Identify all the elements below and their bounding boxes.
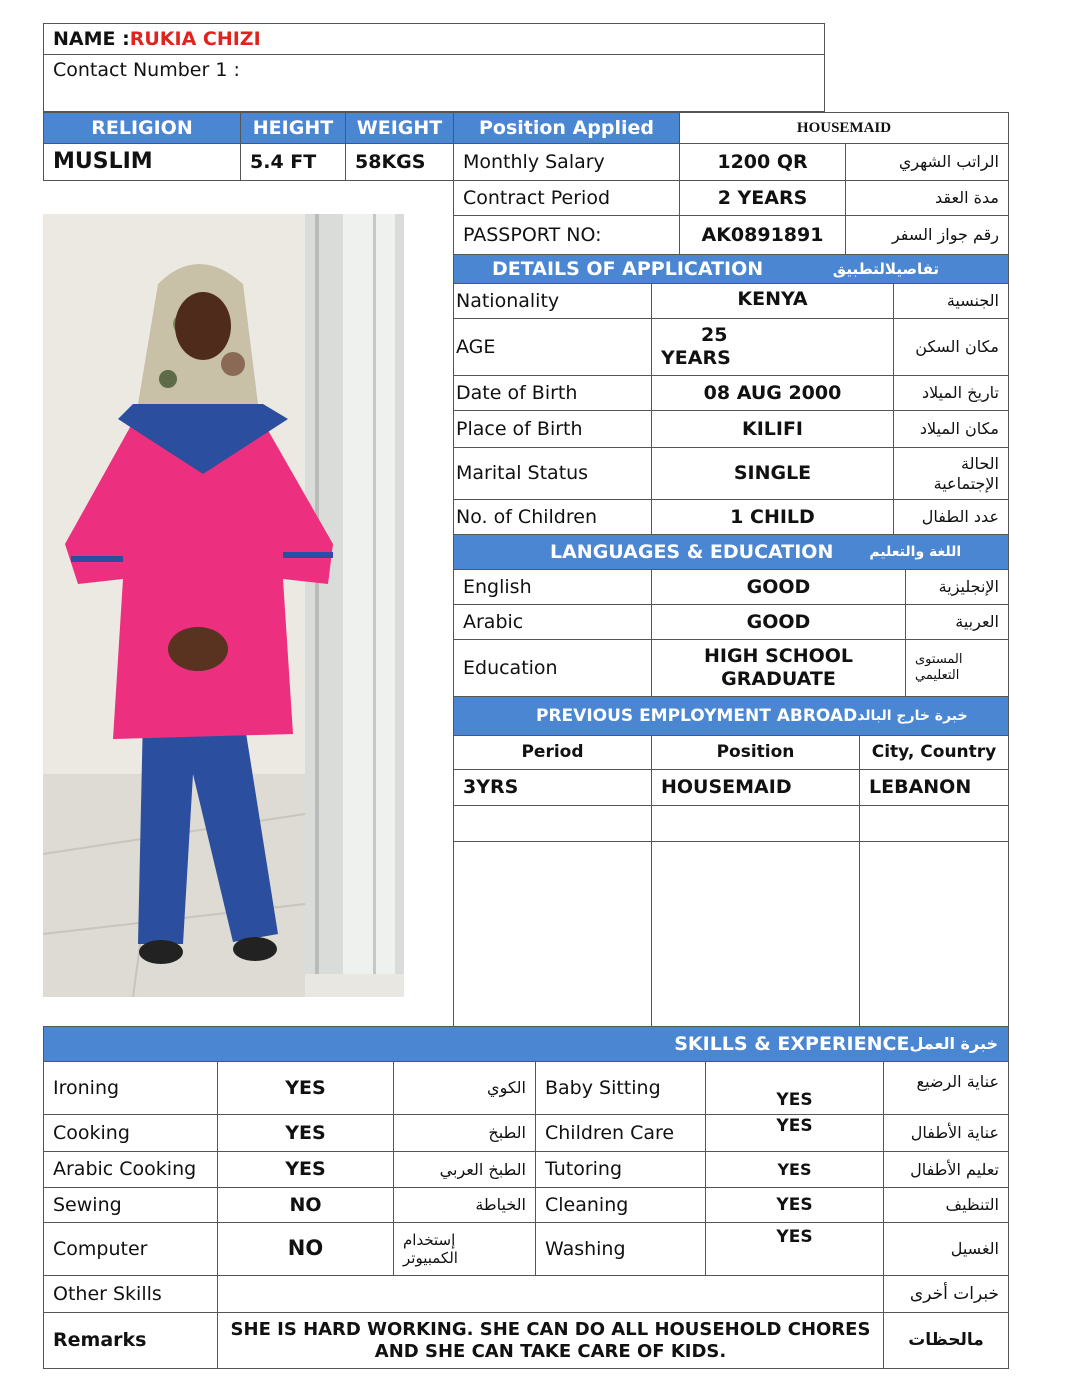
employment-empty-cell [859,841,1009,1027]
children-label: No. of Children [453,499,652,535]
skills-title: SKILLS & EXPERIENCE [674,1032,910,1055]
nationality-label: Nationality [453,283,652,319]
position-applied-value: HOUSEMAID [679,112,1009,144]
skill-computer-value: NO [217,1222,394,1276]
name-row [43,23,825,55]
skill-baby-sitting-value: YES [705,1061,884,1115]
skill-computer-arabic-line2: الكمبيوتر [403,1249,458,1267]
employment-empty-cell [651,805,860,842]
skill-children-care-value: YES [705,1114,884,1152]
candidate-name: RUKIA CHIZI [129,27,261,50]
age-value [651,318,894,376]
nationality-value: KENYA [651,283,894,319]
education-value [651,639,906,697]
dob-label: Date of Birth [453,375,652,411]
age-unit: YEARS [661,347,731,369]
skill-sewing-value: NO [217,1187,394,1223]
skill-ironing-label: Ironing [43,1061,218,1115]
employment-position-value: HOUSEMAID [651,769,860,806]
skill-baby-sitting-arabic: عناية الرضيع [883,1061,1009,1115]
employment-col-position: Position [651,735,860,770]
employment-location-value: LEBANON [859,769,1009,806]
employment-header [453,696,1009,736]
languages-title: LANGUAGES & EDUCATION [550,540,834,563]
skill-ironing-value: YES [217,1061,394,1115]
candidate-photo [43,214,404,997]
skill-computer-arabic-line1: إستخدام [403,1231,456,1249]
dob-value: 08 AUG 2000 [651,375,894,411]
contact-label: Contact Number 1 : [53,59,240,81]
weight-value: 58KGS [345,143,454,181]
remarks-line2: AND SHE CAN TAKE CARE OF KIDS. [374,1340,727,1362]
passport-label: PASSPORT NO: [453,215,680,255]
skill-washing-value: YES [705,1222,884,1276]
religion-value: MUSLIM [43,143,241,181]
skill-baby-sitting-label: Baby Sitting [535,1061,706,1115]
skill-cooking-value: YES [217,1114,394,1152]
skills-header [43,1026,1009,1062]
contract-period-value: 2 YEARS [679,180,846,216]
marital-status-value: SINGLE [651,447,894,500]
education-value-line2: GRADUATE [721,668,836,690]
candidate-photo-illustration [43,214,404,997]
salary-label: Monthly Salary [453,143,680,181]
nationality-arabic: الجنسية [893,283,1009,319]
arabic-label: Arabic [453,604,652,640]
dob-arabic: تاريخ الميلاد [893,375,1009,411]
skill-washing-label: Washing [535,1222,706,1276]
skills-title-arabic: خبرة العمل [909,1034,998,1054]
children-value: 1 CHILD [651,499,894,535]
skill-washing-arabic: الغسيل [883,1222,1009,1276]
skill-cooking-label: Cooking [43,1114,218,1152]
employment-empty-cell [651,841,860,1027]
passport-value: AK0891891 [679,215,846,255]
employment-period-value: 3YRS [453,769,652,806]
remarks-line1: SHE IS HARD WORKING. SHE CAN DO ALL HOUSEHOLD CHORES [230,1318,871,1340]
skill-sewing-label: Sewing [43,1187,218,1223]
skill-ironing-arabic: الكوي [393,1061,536,1115]
details-header [453,254,1009,284]
employment-empty-cell [453,805,652,842]
children-arabic: عدد الطفال [893,499,1009,535]
employment-col-location: City, Country [859,735,1009,770]
age-label: AGE [453,318,652,376]
name-label: NAME : [53,27,130,50]
skill-cleaning-value: YES [705,1187,884,1223]
contract-period-label: Contract Period [453,180,680,216]
details-title-arabic: تفاصيلالتطبيق [832,260,939,278]
birthplace-label: Place of Birth [453,410,652,448]
age-arabic: مكان السكن [893,318,1009,376]
remarks-arabic: مالحظات [883,1312,1009,1369]
employment-title-arabic: خبرة خارج البالد [857,707,968,724]
skill-cooking-arabic: الطبخ [393,1114,536,1152]
skill-tutoring-arabic: تعليم الأطفال [883,1151,1009,1188]
marital-status-arabic: الحالة الإجتماعية [893,447,1009,500]
english-arabic: الإنجليزية [905,569,1009,605]
english-value: GOOD [651,569,906,605]
arabic-value: GOOD [651,604,906,640]
education-value-line1: HIGH SCHOOL [703,645,854,668]
contract-period-arabic: مدة العقد [845,180,1009,216]
skill-children-care-arabic: عناية الأطفال [883,1114,1009,1152]
height-value: 5.4 FT [240,143,346,181]
education-arabic-line2: التعليمي [915,668,960,683]
employment-title: PREVIOUS EMPLOYMENT ABROAD [536,705,858,726]
education-label: Education [453,639,652,697]
skill-computer-label: Computer [43,1222,218,1276]
languages-title-arabic: اللغة والتعليم [869,543,962,560]
salary-value: 1200 QR [679,143,846,181]
education-arabic [905,639,1009,697]
education-arabic-line1: المستوى [915,652,963,668]
religion-header: RELIGION [43,112,241,144]
skill-cleaning-arabic: التنظيف [883,1187,1009,1223]
other-skills-arabic: خبرات أخرى [883,1275,1009,1313]
other-skills-label: Other Skills [43,1275,218,1313]
arabic-arabic: العربية [905,604,1009,640]
passport-arabic: رقم جواز السفر [845,215,1009,255]
skill-tutoring-value: YES [705,1151,884,1188]
skill-tutoring-label: Tutoring [535,1151,706,1188]
contact-row [43,54,825,112]
skill-arabic-cooking-arabic: الطبخ العربي [393,1151,536,1188]
birthplace-value: KILIFI [651,410,894,448]
skill-computer-arabic [393,1222,536,1276]
position-applied-header: Position Applied [453,112,680,144]
birthplace-arabic: مكان الميلاد [893,410,1009,448]
marital-status-label: Marital Status [453,447,652,500]
languages-header [453,534,1009,570]
remarks-value [217,1312,884,1369]
skill-arabic-cooking-label: Arabic Cooking [43,1151,218,1188]
skill-arabic-cooking-value: YES [217,1151,394,1188]
english-label: English [453,569,652,605]
age-number: 25 [701,324,728,347]
remarks-label: Remarks [43,1312,218,1369]
height-header: HEIGHT [240,112,346,144]
employment-col-period: Period [453,735,652,770]
skill-sewing-arabic: الخياطة [393,1187,536,1223]
skill-children-care-label: Children Care [535,1114,706,1152]
details-title: DETAILS OF APPLICATION [492,257,764,280]
salary-arabic: الراتب الشهري [845,143,1009,181]
skill-cleaning-label: Cleaning [535,1187,706,1223]
employment-empty-cell [859,805,1009,842]
other-skills-value [217,1275,884,1313]
weight-header: WEIGHT [345,112,454,144]
employment-empty-cell [453,841,652,1027]
